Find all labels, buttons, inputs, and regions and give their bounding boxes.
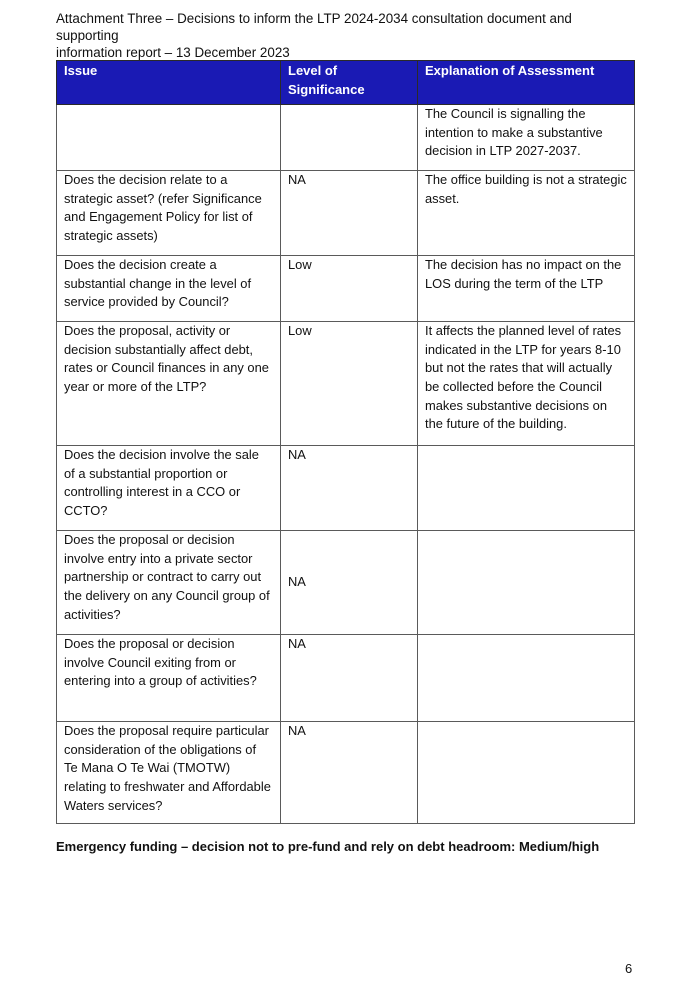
table-row (57, 531, 635, 635)
level-cell: Low (281, 322, 418, 446)
explanation-cell (418, 446, 635, 531)
table-row (57, 722, 635, 824)
issue-cell: Does the decision involve the sale of a substantial proportion or controlling interest in a CCO or CCTO? (57, 446, 281, 531)
explanation-cell: The office building is not a strategic asset. (418, 171, 635, 256)
level-cell (281, 105, 418, 171)
issue-cell: Does the proposal require particular consideration of the obligations of Te Mana O Te Wai (TMOTW) relating to freshwater and Affordable Waters services? (57, 722, 281, 824)
header-line-2: information report – 13 December 2023 (56, 45, 290, 60)
column-header-level: Level of Significance (281, 61, 418, 105)
column-header-issue: Issue (57, 61, 281, 105)
level-cell: NA (281, 446, 418, 531)
issue-cell: Does the proposal, activity or decision substantially affect debt, rates or Council finances in any one year or more of the LTP? (57, 322, 281, 446)
document-header (56, 10, 636, 61)
page-number: 6 (625, 961, 633, 976)
section-heading-emergency-funding: Emergency funding – decision not to pre-fund and rely on debt headroom: Medium/high (56, 839, 600, 854)
level-cell: NA (281, 171, 418, 256)
explanation-cell: It affects the planned level of rates indicated in the LTP for years 8-10 but not the rates that will actually be collected before the Council makes substantive decisions on the future of the building. (418, 322, 635, 446)
table-row (57, 322, 635, 446)
explanation-cell: The Council is signalling the intention to make a substantive decision in LTP 2027-2037. (418, 105, 635, 171)
table-header-row (57, 61, 635, 105)
table-row (57, 171, 635, 256)
table-row (57, 256, 635, 322)
header-line-1: Attachment Three – Decisions to inform the LTP 2024-2034 consultation document and supporting (56, 11, 572, 43)
explanation-cell: The decision has no impact on the LOS during the term of the LTP (418, 256, 635, 322)
issue-cell: Does the decision relate to a strategic asset? (refer Significance and Engagement Policy for list of strategic assets) (57, 171, 281, 256)
level-cell: Low (281, 256, 418, 322)
explanation-cell (418, 531, 635, 635)
issue-cell (57, 105, 281, 171)
table-row (57, 105, 635, 171)
issue-cell: Does the proposal or decision involve Council exiting from or entering into a group of activities? (57, 635, 281, 722)
level-cell: NA (281, 531, 418, 635)
explanation-cell (418, 722, 635, 824)
level-cell: NA (281, 635, 418, 722)
issue-cell: Does the decision create a substantial change in the level of service provided by Council? (57, 256, 281, 322)
issue-cell: Does the proposal or decision involve entry into a private sector partnership or contract to carry out the delivery on any Council group of activities? (57, 531, 281, 635)
level-cell: NA (281, 722, 418, 824)
explanation-cell (418, 635, 635, 722)
significance-assessment-table (56, 60, 635, 824)
table-row (57, 446, 635, 531)
column-header-explanation: Explanation of Assessment (418, 61, 635, 105)
table-row (57, 635, 635, 722)
